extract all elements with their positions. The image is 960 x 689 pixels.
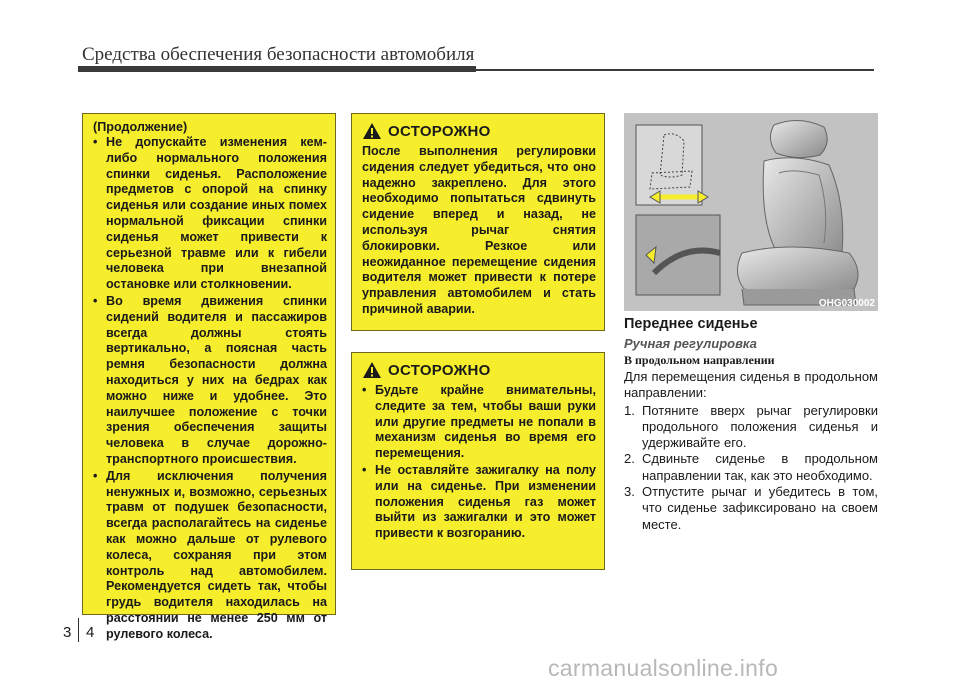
list-item: • Для исключения получения ненужных и, возможно, серьезных травм от подушек безопасности, всегда располагайтесь на сиденье как можно дальше от рулевого колеса, сохраняя при этом контроль над автомобилем. Рекомендуется сидеть так, чтобы грудь водителя находилась на расстоянии не менее 250 мм от рулевого колеса. [93,469,327,643]
list-item [624,484,878,533]
page-number: 4 [86,624,95,641]
page-number-divider [78,618,79,642]
header-rule-thin [476,69,874,71]
step-number: 2. [624,451,635,467]
section-body [624,369,878,533]
section-subtitle: Ручная регулировка [624,336,757,351]
list-item [624,403,878,452]
list-item: • Не оставляйте зажигалку на полу или на сиденье. При изменении положения сиденья газ может выйти из зажигалки и это может привести к возгоранию. [362,463,596,542]
warning-box-adjustment [351,113,605,331]
step-text: Сдвиньте сиденье в продольном направлении так, как это необходимо. [642,451,878,483]
continued-bullet-list [93,135,327,643]
page-header-title: Средства обеспечения безопасности автомобиля [82,44,475,65]
figure-caption: OHG030002 [818,298,875,309]
step-text: Потяните вверх рычаг регулировки продольного положения сиденья и удерживайте его. [642,402,878,451]
list-item: • Не допускайте изменения кем-либо нормального положения спинки сиденья. Расположение предметов с опорой на спинку сиденья или создание иных помех нормальной фиксации спинки сиденья может привести к серьезной травме или к гибели человека при внезапной остановке или столкновении. [93,135,327,293]
warning-triangle-icon [362,361,382,379]
step-text: Отпустите рычаг и убедитесь в том, что сиденье зафиксировано на своем месте. [642,484,878,532]
step-number: 1. [624,402,635,418]
list-item [624,451,878,484]
steps-list [624,403,878,533]
warning-bullet-list [362,383,596,542]
list-item: • Будьте крайне внимательны, следите за тем, чтобы ваши руки или другие предметы не попали в механизм сиденья во время его перемещения. [362,383,596,462]
warning-heading [362,122,596,140]
section-intro: Для перемещения сиденья в продольном направлении: [624,369,878,401]
watermark-text: carmanualsonline.info [548,655,779,681]
section-subsubtitle: В продольном направлении [624,353,775,367]
warning-title: ОСТОРОЖНО [388,122,491,140]
header-rule-thick [78,66,476,72]
warning-title: ОСТОРОЖНО [388,361,491,379]
warning-heading [362,361,596,379]
step-number: 3. [624,484,635,500]
continued-warning-box [82,113,336,641]
warning-triangle-icon [362,122,382,140]
section-title: Переднее сиденье [624,316,758,332]
warning-box-hands-lighter [351,352,605,570]
seat-illustration [624,113,878,311]
continued-label: (Продолжение) [93,120,188,134]
warning-text: После выполнения регулировки сидения следует убедиться, что оно надежно закреплено. Для этого необходимо попытаться сдвинуть сидение вперед и назад, не используя рычаг снятия блокировки. Резкое или неожиданное перемещение сидения водителя может привести к потере управления автомобилем и стать причиной аварии. [362,144,596,316]
chapter-number: 3 [63,624,72,641]
car-seat-image [624,113,878,311]
list-item: • Во время движения спинки сидений водителя и пассажиров всегда должны стоять вертикально, а поясная часть ремня безопасности должна находиться у них на бедрах как можно ниже и удобнее. Это наилучшее положение с точки зрения обеспечения защиты человека в случае дорожно-транспортного происшествия. [93,294,327,468]
